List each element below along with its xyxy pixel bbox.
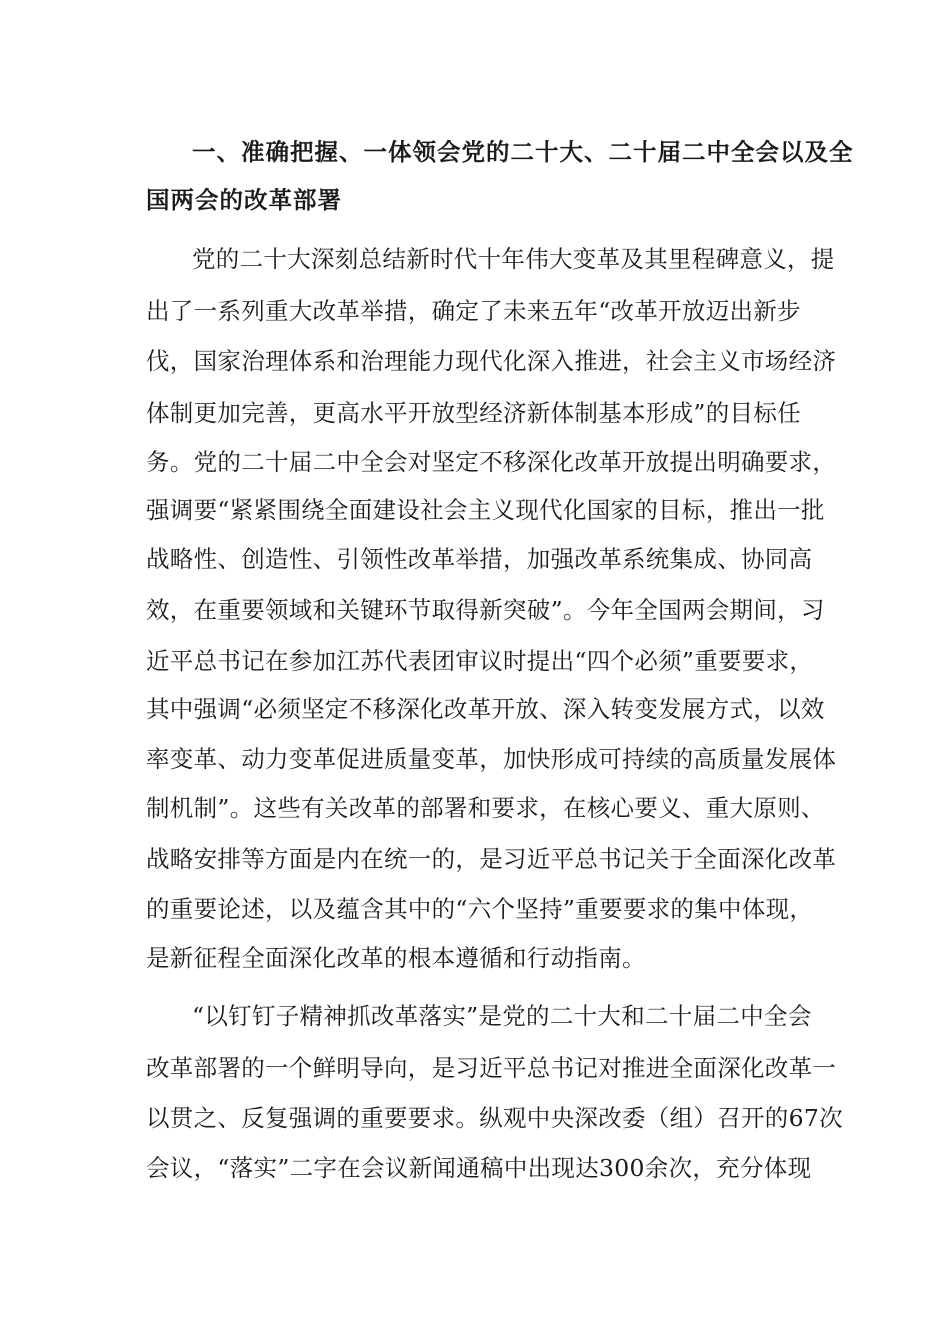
paragraph-1-line: 近平总书记在参加江苏代表团审议时提出“四个必须”重要要求， <box>146 647 814 675</box>
paragraph-1-line: 其中强调“必须坚定不移深化改革开放、深入转变发展方式，以效 <box>146 695 825 723</box>
paragraph-1-line: 强调要“紧紧围绕全面建设社会主义现代化国家的目标，推出一批 <box>146 496 825 524</box>
paragraph-1-line: 体制更加完善，更高水平开放型经济新体制基本形成”的目标任 <box>146 399 801 427</box>
paragraph-1-line: 制机制”。这些有关改革的部署和要求，在核心要义、重大原则、 <box>146 794 825 822</box>
paragraph-1-line: 伐，国家治理体系和治理能力现代化深入推进，社会主义市场经济 <box>146 347 837 375</box>
paragraph-1-line: 务。党的二十届二中全会对坚定不移深化改革开放提出明确要求， <box>146 448 837 476</box>
paragraph-2-line: 改革部署的一个鲜明导向，是习近平总书记对推进全面深化改革一 <box>146 1054 837 1082</box>
paragraph-1-line: 效，在重要领域和关键环节取得新突破”。今年全国两会期间，习 <box>146 596 825 624</box>
paragraph-2-line: “以钉钉子精神抓改革落实”是党的二十大和二十届二中全会 <box>192 1002 812 1030</box>
paragraph-1-line: 党的二十大深刻总结新时代十年伟大变革及其里程碑意义，提 <box>192 245 835 273</box>
paragraph-2-line: 以贯之、反复强调的重要要求。纵观中央深改委（组）召开的67次 <box>146 1104 843 1132</box>
paragraph-1-line: 是新征程全面深化改革的根本遵循和行动指南。 <box>146 944 646 972</box>
paragraph-1-line: 战略安排等方面是内在统一的，是习近平总书记关于全面深化改革 <box>146 845 837 873</box>
paragraph-1-line: 率变革、动力变革促进质量变革，加快形成可持续的高质量发展体 <box>146 745 837 773</box>
section-heading-line-1: 一、准确把握、一体领会党的二十大、二十届二中全会以及全 <box>192 138 854 166</box>
paragraph-1-line: 战略性、创造性、引领性改革举措，加强改革系统集成、协同高 <box>146 545 813 573</box>
section-heading-line-2: 国两会的改革部署 <box>146 186 342 214</box>
paragraph-1-line: 出了一系列重大改革举措，确定了未来五年“改革开放迈出新步 <box>146 297 801 325</box>
paragraph-2-line: 会议，“落实”二字在会议新闻通稿中出现达300余次，充分体现 <box>146 1154 812 1182</box>
paragraph-1-line: 的重要论述，以及蕴含其中的“六个坚持”重要要求的集中体现， <box>146 895 814 923</box>
